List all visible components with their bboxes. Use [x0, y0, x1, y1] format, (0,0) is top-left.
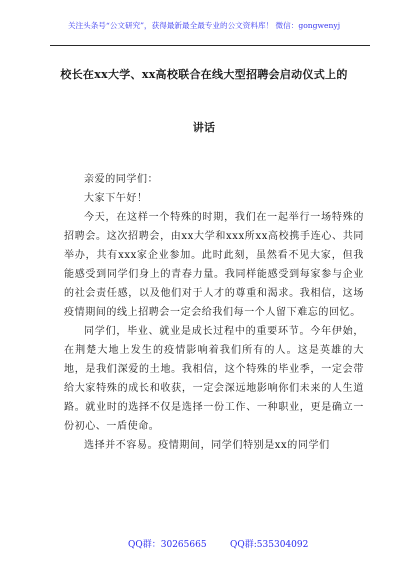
document-title-line-1: 校长在xx大学、xx高校联合在线大型招聘会启动仪式上的 [60, 68, 348, 81]
paragraph-3: 选择并不容易。疫情期间，同学们特别是xx的同学们 [84, 440, 330, 451]
footer-qq-group-1: QQ群：30265665 [128, 540, 207, 550]
paragraph-2: 同学们，毕业、就业是成长过程中的重要环节。今年伊始，在荆楚大地上发生的疫情影响着我们所有的人。这是英雄的大地，是我们深爱的土地。我相信，这个特殊的毕业季，一定会带给大家特殊的成长和收获，一定会深远地影响你们未来的人生道路。就业时的选择不仅是选择一份工作、一种职业，更是确立一份初心、一盾使命。 [64, 326, 364, 432]
header-banner: 关注头条号“公文研究”，获得最新最全最专业的公文资料库！ 微信：gongwenyj [67, 21, 341, 30]
paragraph-1: 今天，在这样一个特殊的时期，我们在一起举行一场特殊的招聘会。这次招聘会，由xx大学和xxx所xx高校携手连心、共同举办，共有xxx家企业参加。此时此刻，虽然看不见大家，但我能感受到同学们身上的青春力量。我同样能感受到每家参与企业的社会责任感，以及他们对于人才的尊重和渴求。我相信，这场疫情期间的线上招聘会一定会给我们每一个人留下难忘的回忆。 [64, 212, 364, 318]
document-title-line-2: 讲话 [192, 121, 216, 134]
salutation: 亲爱的同学们： [84, 174, 159, 185]
document-body [64, 170, 364, 455]
footer-qq-group-2: QQ群:535304092 [230, 540, 309, 550]
greeting: 大家下午好！ [84, 193, 148, 204]
header-divider [50, 45, 370, 46]
footer [0, 538, 408, 552]
